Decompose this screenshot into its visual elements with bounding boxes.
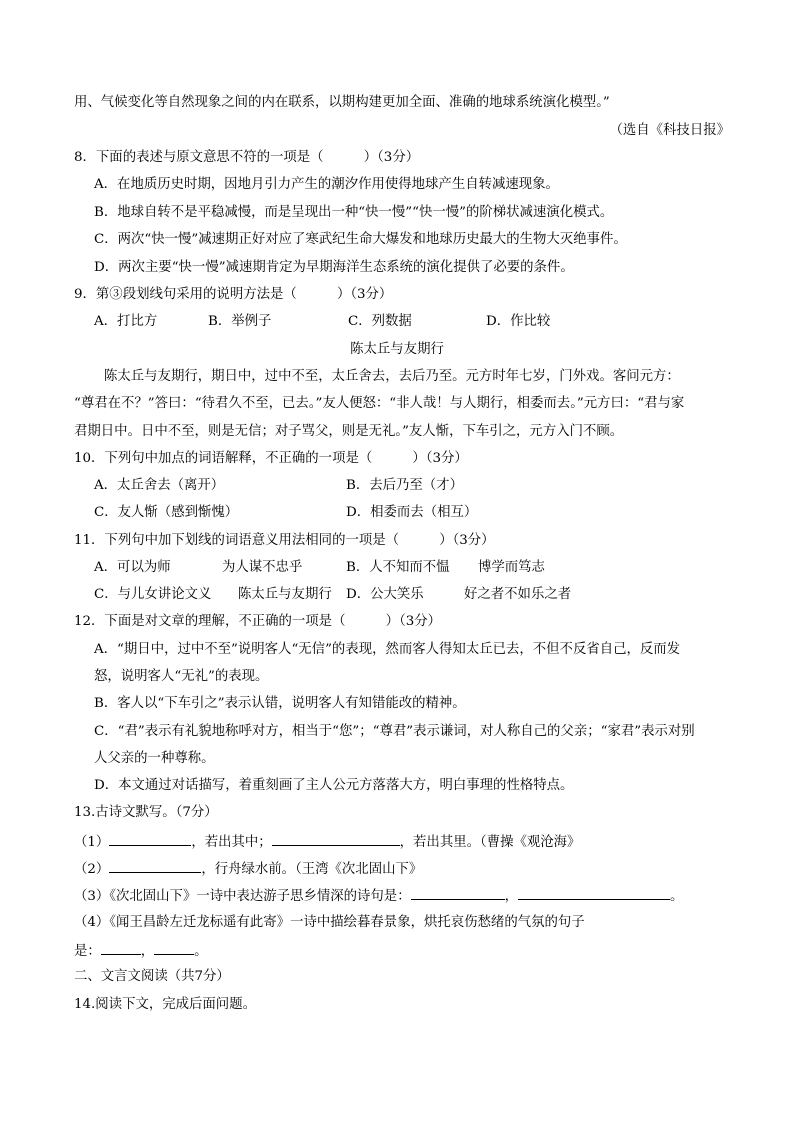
question-9: 9．第③段划线句采用的说明方法是（ ）（3分）: [74, 287, 393, 302]
passage-paragraph: 君期日中。日中不至，则是无信；对子骂父，则是无礼。”友人惭，下车引之，元方入门不顾。: [74, 424, 624, 439]
question-12: 12．下面是对文章的理解，不正确的一项是（ ）（3分）: [74, 614, 442, 629]
q11-option-c-pair: 陈太丘与友期行: [238, 587, 332, 602]
q11-option-d-pair: 好之者不如乐之者: [464, 587, 572, 602]
q8-option-b: B．地球自转不是平稳减慢，而是呈现出一种“快一慢”“快一慢”的阶梯状减速演化模式。: [94, 205, 614, 220]
q12-option-c: C．“君”表示有礼貌地称呼对方，相当于“您”；“尊君”表示谦词，对人称自己的父亲；“家君”表示对别: [94, 724, 695, 739]
answer-blank[interactable]: [411, 885, 505, 900]
q9-option-b: B．举例子: [208, 314, 272, 329]
question-11: 11．下列句中加下划线的词语意义用法相同的一项是（ ）（3分）: [74, 533, 495, 548]
q11-option-d: D．公大笑乐: [346, 587, 424, 602]
q13-item-4: （4）《闻王昌龄左迁龙标遥有此寄》一诗中描绘暮春景象，烘托哀伤愁绪的气氛的句子: [74, 915, 585, 930]
q9-option-a: A．打比方: [94, 314, 158, 329]
answer-blank[interactable]: [154, 940, 194, 955]
q12-option-b: B．客人以“下车引之”表示认错，说明客人有知错能改的精神。: [94, 696, 466, 711]
item-text: 。: [669, 889, 684, 904]
passage-line: 用、气候变化等自然现象之间的内在联系，以期构建更加全面、准确的地球系统演化模型。”: [74, 95, 610, 110]
question-14: 14.阅读下文，完成后面问题。: [74, 997, 256, 1012]
q11-option-a: A．可以为师: [94, 560, 171, 575]
q12-option-d: D．本文通过对话描写，着重刻画了主人公元方落落大方，明白事理的性格特点。: [94, 778, 574, 793]
q12-option-a: A．“期日中，过中不至”说明客人“无信”的表现，然而客人得知太丘已去，不但不反省自己，反而发: [94, 642, 681, 657]
answer-blank[interactable]: [518, 885, 670, 900]
q10-option-b: B．去后乃至（才）: [346, 478, 463, 493]
q13-item-2: [74, 858, 422, 880]
question-13: 13.古诗文默写。（7分）: [74, 805, 218, 820]
answer-blank[interactable]: [101, 940, 141, 955]
item-number: （2）: [74, 862, 110, 877]
item-text: ，: [504, 889, 518, 904]
question-8: 8．下面的表述与原文意思不符的一项是（ ）（3分）: [74, 150, 420, 165]
q13-item-1: [74, 831, 580, 853]
answer-blank[interactable]: [109, 858, 201, 873]
item-text: ，行舟绿水前。（王湾《次北固山下》: [201, 862, 423, 877]
q9-option-c: C．列数据: [348, 314, 412, 329]
q11-option-c: C．与儿女讲论文义: [94, 587, 212, 602]
question-10: 10．下列句中加点的词语解释，不正确的一项是（ ）（3分）: [74, 451, 468, 466]
q11-option-a-pair: 为人谋不忠乎: [222, 560, 303, 575]
item-text: ，若出其里。（曹操《观沧海》: [399, 835, 581, 850]
passage-title: 陈太丘与友期行: [350, 342, 444, 357]
q12-option-a-cont: 怒，说明客人“无礼”的表现。: [94, 669, 269, 684]
answer-blank[interactable]: [272, 831, 400, 846]
q10-option-a: A．太丘舍去（离开）: [94, 478, 225, 493]
item-text: 是：: [74, 944, 101, 959]
passage-paragraph: “尊君在不？”答曰：“待君久不至，已去。”友人便怒：“非人哉！与人期行，相委而去。”元方曰：“君与家: [74, 396, 685, 411]
q8-option-c: C．两次“快一慢”减速期正好对应了寒武纪生命大爆发和地球历史最大的生物大灭绝事件。: [94, 232, 627, 247]
q11-option-b-pair: 博学而笃志: [478, 560, 545, 575]
item-text: 。: [194, 944, 208, 959]
q13-item-4-cont: [74, 940, 208, 962]
q8-option-d: D．两次主要“快一慢”减速期肯定为早期海洋生态系统的演化提供了必要的条件。: [94, 260, 574, 275]
q10-option-d: D．相委而去（相互）: [346, 505, 478, 520]
q9-option-d: D．作比较: [486, 314, 551, 329]
item-text: （3）《次北固山下》一诗中表达游子思乡情深的诗句是：: [74, 889, 411, 904]
item-text: ，若出其中；: [191, 835, 272, 850]
answer-blank[interactable]: [109, 831, 191, 846]
q10-option-c: C．友人惭（感到惭愧）: [94, 505, 239, 520]
q12-option-c-cont: 人父亲的一种尊称。: [94, 751, 215, 766]
item-number: （1）: [74, 835, 110, 850]
passage-paragraph: 陈太丘与友期行，期日中，过中不至，太丘舍去，去后乃至。元方时年七岁，门外戏。客问元方：: [104, 369, 680, 384]
section-heading: 二、文言文阅读（共7分）: [74, 969, 230, 984]
q13-item-3: [74, 885, 683, 907]
item-text: ，: [140, 944, 155, 959]
source-citation: （选自《科技日报》: [609, 123, 730, 138]
q11-option-b: B．人不知而不愠: [346, 560, 450, 575]
q8-option-a: A．在地质历史时期，因地月引力产生的潮汐作用使得地球产生自转减速现象。: [94, 177, 559, 192]
